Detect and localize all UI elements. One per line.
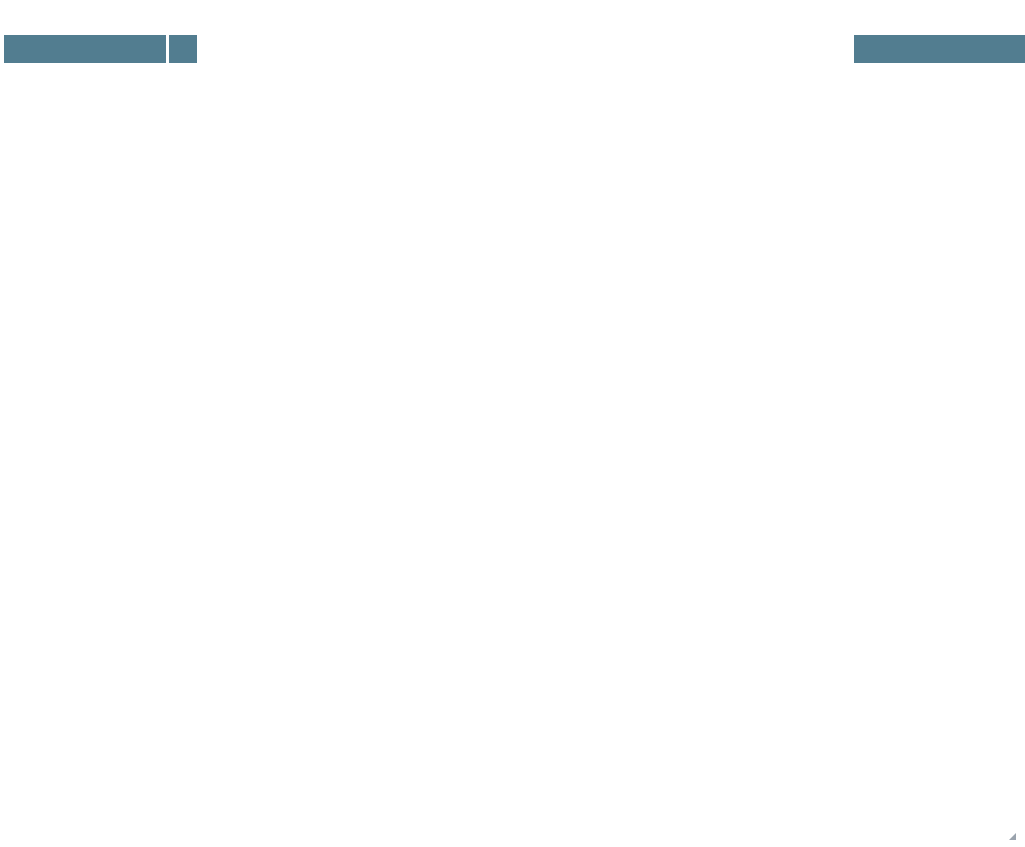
activities-header [4, 35, 166, 63]
activity-schedule-table [4, 2, 1025, 845]
lieu-header [854, 35, 1025, 63]
update-note [854, 2, 1025, 32]
top-left-spacer [4, 2, 197, 32]
resize-handle-icon [1009, 833, 1016, 840]
icon-column-header [169, 35, 197, 63]
